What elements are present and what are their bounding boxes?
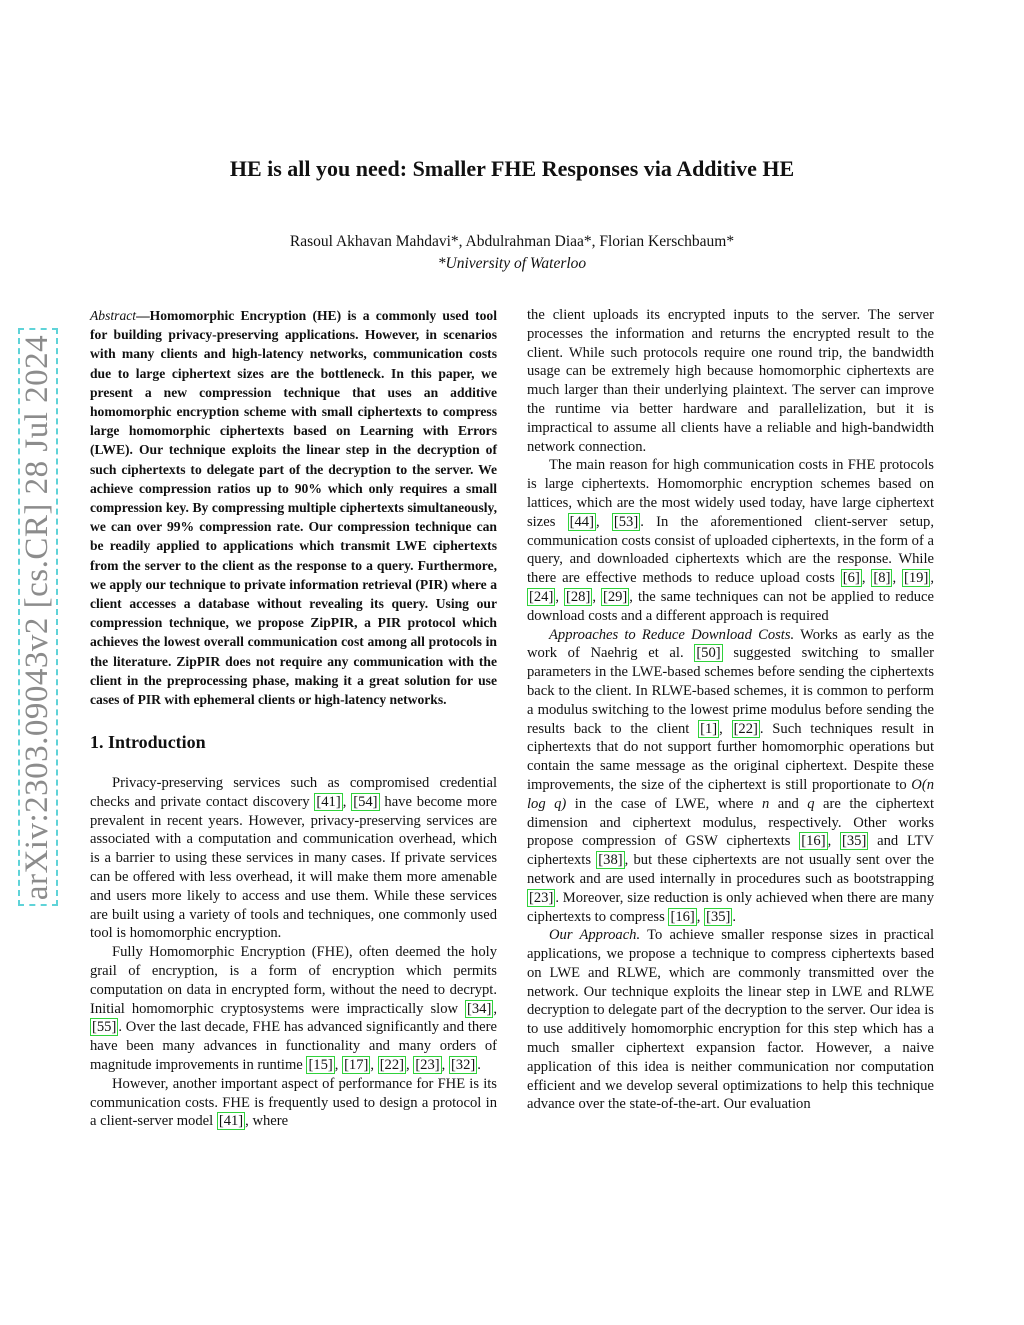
paper-title: HE is all you need: Smaller FHE Responses via Additive HE <box>229 156 795 181</box>
citation-link[interactable]: [29] <box>602 588 628 605</box>
text: , where <box>245 1113 289 1130</box>
text: . Moreover, size reduction is only achieved when there are many ciphertexts to compress <box>527 889 934 925</box>
text: , but these ciphertexts are not usually sent over the network and are used internally in procedures such as bootstrapping <box>527 852 934 887</box>
citation-link[interactable]: [15] <box>308 1057 333 1074</box>
citation-link[interactable]: [22] <box>379 1057 405 1074</box>
runin-heading: Our Approach. <box>549 927 641 944</box>
citation-link[interactable]: [50] <box>696 645 721 662</box>
text: have become more prevalent in recent years. However, privacy-preserving services are associated with a computation and communication overhead, which is a barrier to using these services in many cases. If private services can be offered with less overhead, it will make them more amenable and users more likely to access and use them. While these services are built using a variety of tools and techniques, one commonly used tool is homomorphic encryption. <box>90 793 497 942</box>
left-column <box>90 306 497 1131</box>
citation-link[interactable]: [38] <box>598 852 623 869</box>
citation-link[interactable]: [54] <box>353 793 378 810</box>
paragraph: the client uploads its encrypted inputs to the server. The server processes the information and returns the encrypted result to the client. While such protocols require one round trip, the bandwidth usage can be extremely high because homomorphic ciphertexts are much larger than their underlying plaintext. The server can improve the runtime via better hardware and parallelization, but it is impractical to assume all clients have a reliable and high-bandwidth network connection. <box>527 307 934 455</box>
citation-link[interactable]: [55] <box>92 1019 117 1036</box>
abstract-text: —Homomorphic Encryption (HE) is a commonly used tool for building privacy-preserving applications. However, in scenarios with many clients and high-latency networks, communication costs due to large ciphertext sizes are the bottleneck. In this paper, we present a new compression technique that uses an additive homomorphic encryption scheme with small ciphertexts to compress large homomorphic ciphertexts based on Learning with Errors (LWE). Our technique exploits the linear step in the decryption of such ciphertexts to delegate part of the decryption to the server. We achieve compression ratios up to 90% which only requires a small compression key. By compressing multiple ciphertexts simultaneously, we can over 99% compression rate. Our compression technique can be readily applied to applications which transmit LWE ciphertexts from the server to the client as the response to a query. Furthermore, we apply our technique to private information retrieval (PIR) where a client accesses a database without revealing its query. Using our compression technique, we propose ZipPIR, a PIR protocol which achieves the lowest overall communication cost among all protocols in the literature. ZipPIR does not require any communication with the client in the preprocessing phase, making it a great solution for use cases of PIR with ephemeral clients or high-latency networks. <box>90 308 497 708</box>
citation-link[interactable]: [8] <box>873 570 891 587</box>
paragraph: The main reason for high communication costs in FHE protocols is large ciphertexts. Homomorphic encryption schemes based on lattices, which are the most widely used today, have large ciphertext sizes [44] , [53] . In the aforementioned client-server setup, communication costs consist of uploaded ciphertexts, in the form of a query, and downloaded ciphertexts which are the response. While there are effective methods to reduce upload costs [6] , [8] , [19] , [24] , [28] , [29] , the same techniques can not be applied to reduce download costs and a different approach is required <box>527 457 935 624</box>
text: . In the aforementioned client-server setup, communication costs consist of uploaded ciphertexts, in the form of a query, and downloaded ciphertexts which are the response. While there are effective methods to reduce upload costs <box>527 513 934 587</box>
citation-link[interactable]: [53] <box>613 513 639 530</box>
citation-link[interactable]: [16] <box>670 908 695 925</box>
citation-link[interactable]: [28] <box>565 588 591 605</box>
abstract <box>90 306 497 709</box>
paragraph: Privacy-preserving services such as compromised credential checks and private contact discovery [41] , [54] have become more prevalent in recent years. However, privacy-preserving services are associated with a computation and communication overhead, which is a barrier to using these services in many cases. If private services can be offered with less overhead, it will make them more amenable and users more likely to access and use them. While these services are built using a variety of tools and techniques, one commonly used tool is homomorphic encryption. <box>90 775 497 942</box>
text: The main reason for high communication costs in FHE protocols is large ciphertexts. Homomorphic encryption schemes based on lattices, which are the most widely used today, have large ciphertext sizes <box>527 457 934 530</box>
text: in the case of LWE, where <box>566 795 762 812</box>
citation-link[interactable]: [16] <box>801 833 826 850</box>
citation-link[interactable]: [19] <box>904 570 929 587</box>
section-heading: 1. Introduction <box>90 732 206 753</box>
paragraph <box>90 1075 497 1131</box>
text: , the same techniques can not be applied to reduce download costs and a different approach is required <box>527 588 935 624</box>
paragraph: Fully Homomorphic Encryption (FHE), often deemed the holy grail of encryption, is a form of encryption which permits computation on data in encrypted form, without the need to decrypt. Initial homomorphic cryptosystems were impractically slow [34] , [55] . Over the last decade, FHE has advanced significantly and there have been many advances in functionality and many orders of magnitude improvements in runtime [15] , [17] , [22] , [23] , [32] . <box>90 944 497 1074</box>
citation-link[interactable]: [44] <box>569 513 594 530</box>
text: suggested switching to smaller parameters in the LWE-based schemes before sending the ciphertexts back to the client. In RLWE-based schemes, it is common to perform a modulus switching to the lowest prime modulus before sending the results back to the client <box>527 645 934 737</box>
text: and LTV ciphertexts <box>527 833 935 869</box>
citation-link[interactable]: [34] <box>467 1000 492 1017</box>
citation-link[interactable]: [41] <box>218 1113 244 1130</box>
right-column <box>527 306 934 1114</box>
runin-heading: Approaches to Reduce Download Costs. <box>549 626 795 643</box>
citation-link[interactable]: [22] <box>733 720 758 737</box>
math-var: q <box>807 795 815 812</box>
arxiv-id: arXiv:2303.09043v2 [cs.CR] 28 Jul 2024 <box>19 334 56 900</box>
paragraph <box>527 926 934 1114</box>
citation-link[interactable]: [17] <box>344 1057 369 1074</box>
text: Works as early as the work of Naehrig et al. <box>527 626 934 662</box>
citation-link[interactable]: [35] <box>842 833 867 850</box>
abstract-lead: Abstract <box>90 308 137 323</box>
text: Privacy-preserving services such as compromised credential checks and private contact discovery <box>90 775 497 810</box>
text: are the ciphertext dimension and ciphertext modulus, respectively. Other works propose compression of GSW ciphertexts <box>527 795 935 850</box>
citation-link[interactable]: [1] <box>700 720 718 737</box>
text: . Such techniques result in ciphertexts that do not support further homomorphic operations but contain the same message as the original ciphertext. Despite these improvements, the size of the ciphertext is still proportionate to <box>527 720 934 793</box>
citation-link[interactable]: [23] <box>529 889 554 906</box>
affiliation: *University of Waterloo <box>437 255 587 272</box>
citation-link[interactable]: [32] <box>450 1057 476 1074</box>
citation-link[interactable]: [35] <box>706 908 731 925</box>
text: However, another important aspect of performance for FHE is its communication costs. FHE is frequently used to design a protocol in a client-server model <box>90 1075 497 1130</box>
math-expression: O(n log q) <box>527 776 934 812</box>
paragraph: Approaches to Reduce Download Costs. Works as early as the work of Naehrig et al. [50] suggested switching to smaller parameters in the LWE-based schemes before sending the ciphertexts back to the client. In RLWE-based schemes, it is common to perform a modulus switching to the lowest prime modulus before sending the results back to the client [1] , [22] . Such techniques result in ciphertexts that do not support further homomorphic operations but contain the same message as the original ciphertext. Despite these improvements, the size of the ciphertext is still proportionate to O(n log q) in the case of LWE, where n and q are the ciphertext dimension and ciphertext modulus, respectively. Other works propose compression of GSW ciphertexts [16] , [35] and LTV ciphertexts [38] , but these ciphertexts are not usually sent over the network and are used internally in procedures such as bootstrapping [23] . Moreover, size reduction is only achieved when there are many ciphertexts to compress [16] , [35] . <box>527 626 935 925</box>
author-list: Rasoul Akhavan Mahdavi*, Abdulrahman Diaa*, Florian Kerschbaum* <box>289 233 735 250</box>
citation-link[interactable]: [23] <box>415 1057 440 1074</box>
citation-link[interactable]: [6] <box>842 570 860 587</box>
text: and <box>769 795 808 812</box>
arxiv-stamp <box>18 328 58 906</box>
math-var: n <box>761 795 770 812</box>
citation-link[interactable]: [41] <box>316 793 341 810</box>
text: . Over the last decade, FHE has advanced significantly and there have been many advances in functionality and many orders of magnitude improvements in runtime <box>90 1019 497 1074</box>
citation-link[interactable]: [24] <box>529 588 554 605</box>
text: Fully Homomorphic Encryption (FHE), often deemed the holy grail of encryption, is a form of encryption which permits computation on data in encrypted form, without the need to decrypt. Initial homomorphic cryptosystems were impractically slow <box>90 944 497 1017</box>
text: To achieve smaller response sizes in practical applications, we propose a technique to compress ciphertexts based on LWE and RLWE, which are commonly transmitted over the network. Our technique exploits the linear step in LWE and RLWE decryption to delegate part of the decryption to the server. Our idea is to use additively homomorphic encryption for this step which has a much smaller ciphertext expansion factor. However, a naive application of this idea is neither communication nor computation efficient and we develop several optimizations to help this technique advance over the state-of-the-art. Our evaluation <box>527 927 935 1113</box>
